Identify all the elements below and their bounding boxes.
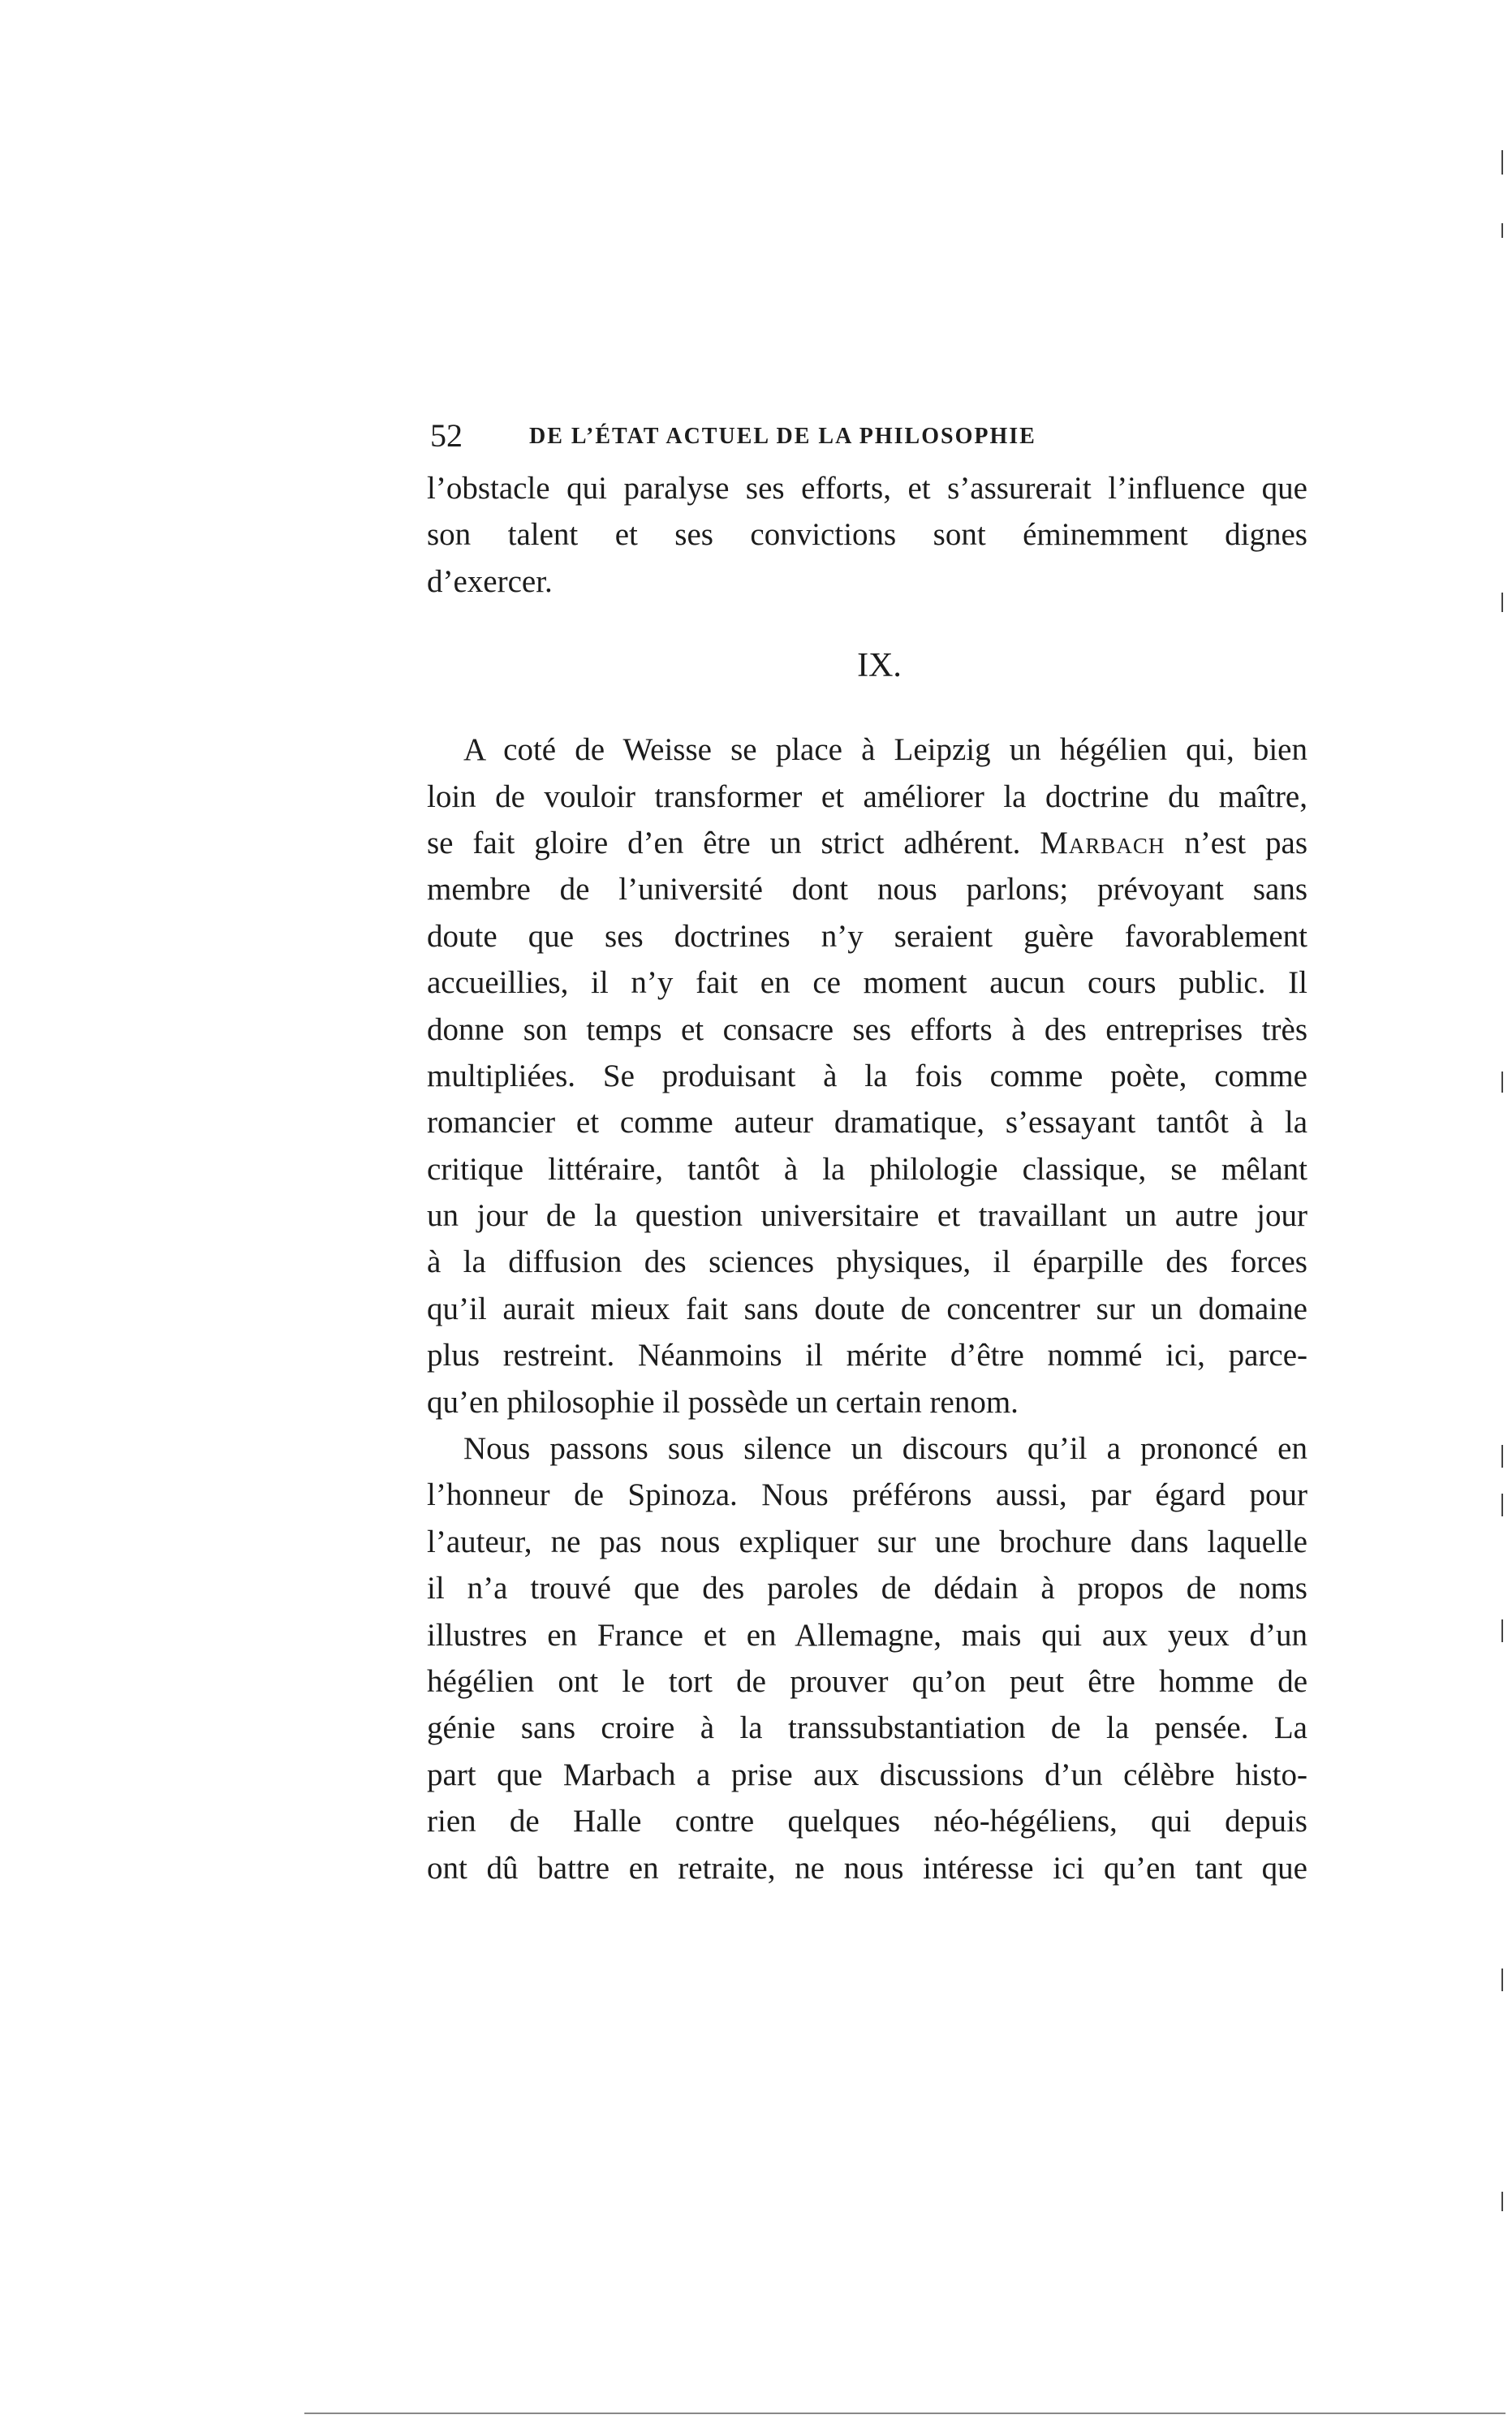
text-line: romancier et comme auteur dramatique, s’essayant tantôt à la xyxy=(427,1105,1307,1141)
running-head xyxy=(430,416,1323,464)
text-line: d’exercer. xyxy=(427,563,553,599)
text-line: l’obstacle qui paralyse ses efforts, et s’assurerait l’influence que xyxy=(427,471,1307,506)
text-line: à la diffusion des sciences physiques, il éparpille des forces xyxy=(427,1244,1307,1280)
text-line: son talent et ses convictions sont éminemment dignes xyxy=(427,517,1307,553)
text-line: critique littéraire, tantôt à la philologie classique, se mêlant xyxy=(427,1151,1307,1187)
text-line: l’honneur de Spinoza. Nous préférons aussi, par égard pour xyxy=(427,1477,1307,1513)
text-line: A coté de Weisse se place à Leipzig un hégélien qui, bien xyxy=(463,732,1307,768)
text-line: part que Marbach a prise aux discussions d’un célèbre histo- xyxy=(427,1757,1307,1792)
text-line: Nous passons sous silence un discours qu’il a prononcé en xyxy=(463,1431,1307,1467)
text-line: l’auteur, ne pas nous expliquer sur une brochure dans laquelle xyxy=(427,1524,1307,1559)
text-line: accueillies, il n’y fait en ce moment aucun cours public. Il xyxy=(427,965,1307,1001)
text-line: loin de vouloir transformer et améliorer la doctrine du maître, xyxy=(427,778,1307,814)
text-line: qu’il aurait mieux fait sans doute de concentrer sur un domaine xyxy=(427,1291,1307,1326)
text-fragment: se fait gloire d’en être un strict adhérent. xyxy=(427,825,1021,860)
text-line: doute que ses doctrines n’y seraient guère favorablement xyxy=(427,918,1307,954)
scan-mark xyxy=(1501,1619,1503,1642)
scan-mark xyxy=(1501,1494,1503,1516)
scan-mark xyxy=(1501,150,1503,175)
text-line: ont dû battre en retraite, ne nous intéresse ici qu’en tant que xyxy=(427,1850,1307,1886)
scan-mark xyxy=(1501,2192,1503,2211)
text-line: illustres en France et en Allemagne, mais qui aux yeux d’un xyxy=(427,1617,1307,1653)
body-text xyxy=(427,465,1307,1891)
scan-mark xyxy=(1501,223,1503,238)
text-line: il n’a trouvé que des paroles de dédain à propos de noms xyxy=(427,1571,1307,1606)
scan-mark xyxy=(304,2413,1506,2414)
text-line: hégélien ont le tort de prouver qu’on peut être homme de xyxy=(427,1663,1307,1699)
person-name: Marbach xyxy=(1040,825,1165,860)
text-fragment: n’est pas xyxy=(1184,825,1307,860)
text-line: génie sans croire à la transsubstantiation de la pensée. La xyxy=(427,1710,1307,1746)
scan-mark xyxy=(1501,593,1503,612)
scan-mark xyxy=(1501,1968,1503,1991)
text-line: un jour de la question universitaire et travaillant un autre jour xyxy=(427,1198,1307,1234)
scan-mark xyxy=(1501,1072,1503,1093)
running-title: DE L’ÉTAT ACTUEL DE LA PHILOSOPHIE xyxy=(529,424,1036,449)
text-line: rien de Halle contre quelques néo-hégéliens, qui depuis xyxy=(427,1804,1307,1839)
text-line: multipliées. Se produisant à la fois comme poète, comme xyxy=(427,1058,1307,1093)
section-heading: IX. xyxy=(857,647,902,685)
text-line: qu’en philosophie il possède un certain renom. xyxy=(427,1384,1019,1420)
text-line: membre de l’université dont nous parlons; prévoyant sans xyxy=(427,872,1307,908)
page-number: 52 xyxy=(430,417,463,454)
text-line: plus restreint. Néanmoins il mérite d’être nommé ici, parce- xyxy=(427,1338,1307,1373)
text-line: donne son temps et consacre ses efforts à des entreprises très xyxy=(427,1011,1307,1047)
scan-mark xyxy=(1501,1445,1503,1468)
text-line xyxy=(427,820,1307,866)
